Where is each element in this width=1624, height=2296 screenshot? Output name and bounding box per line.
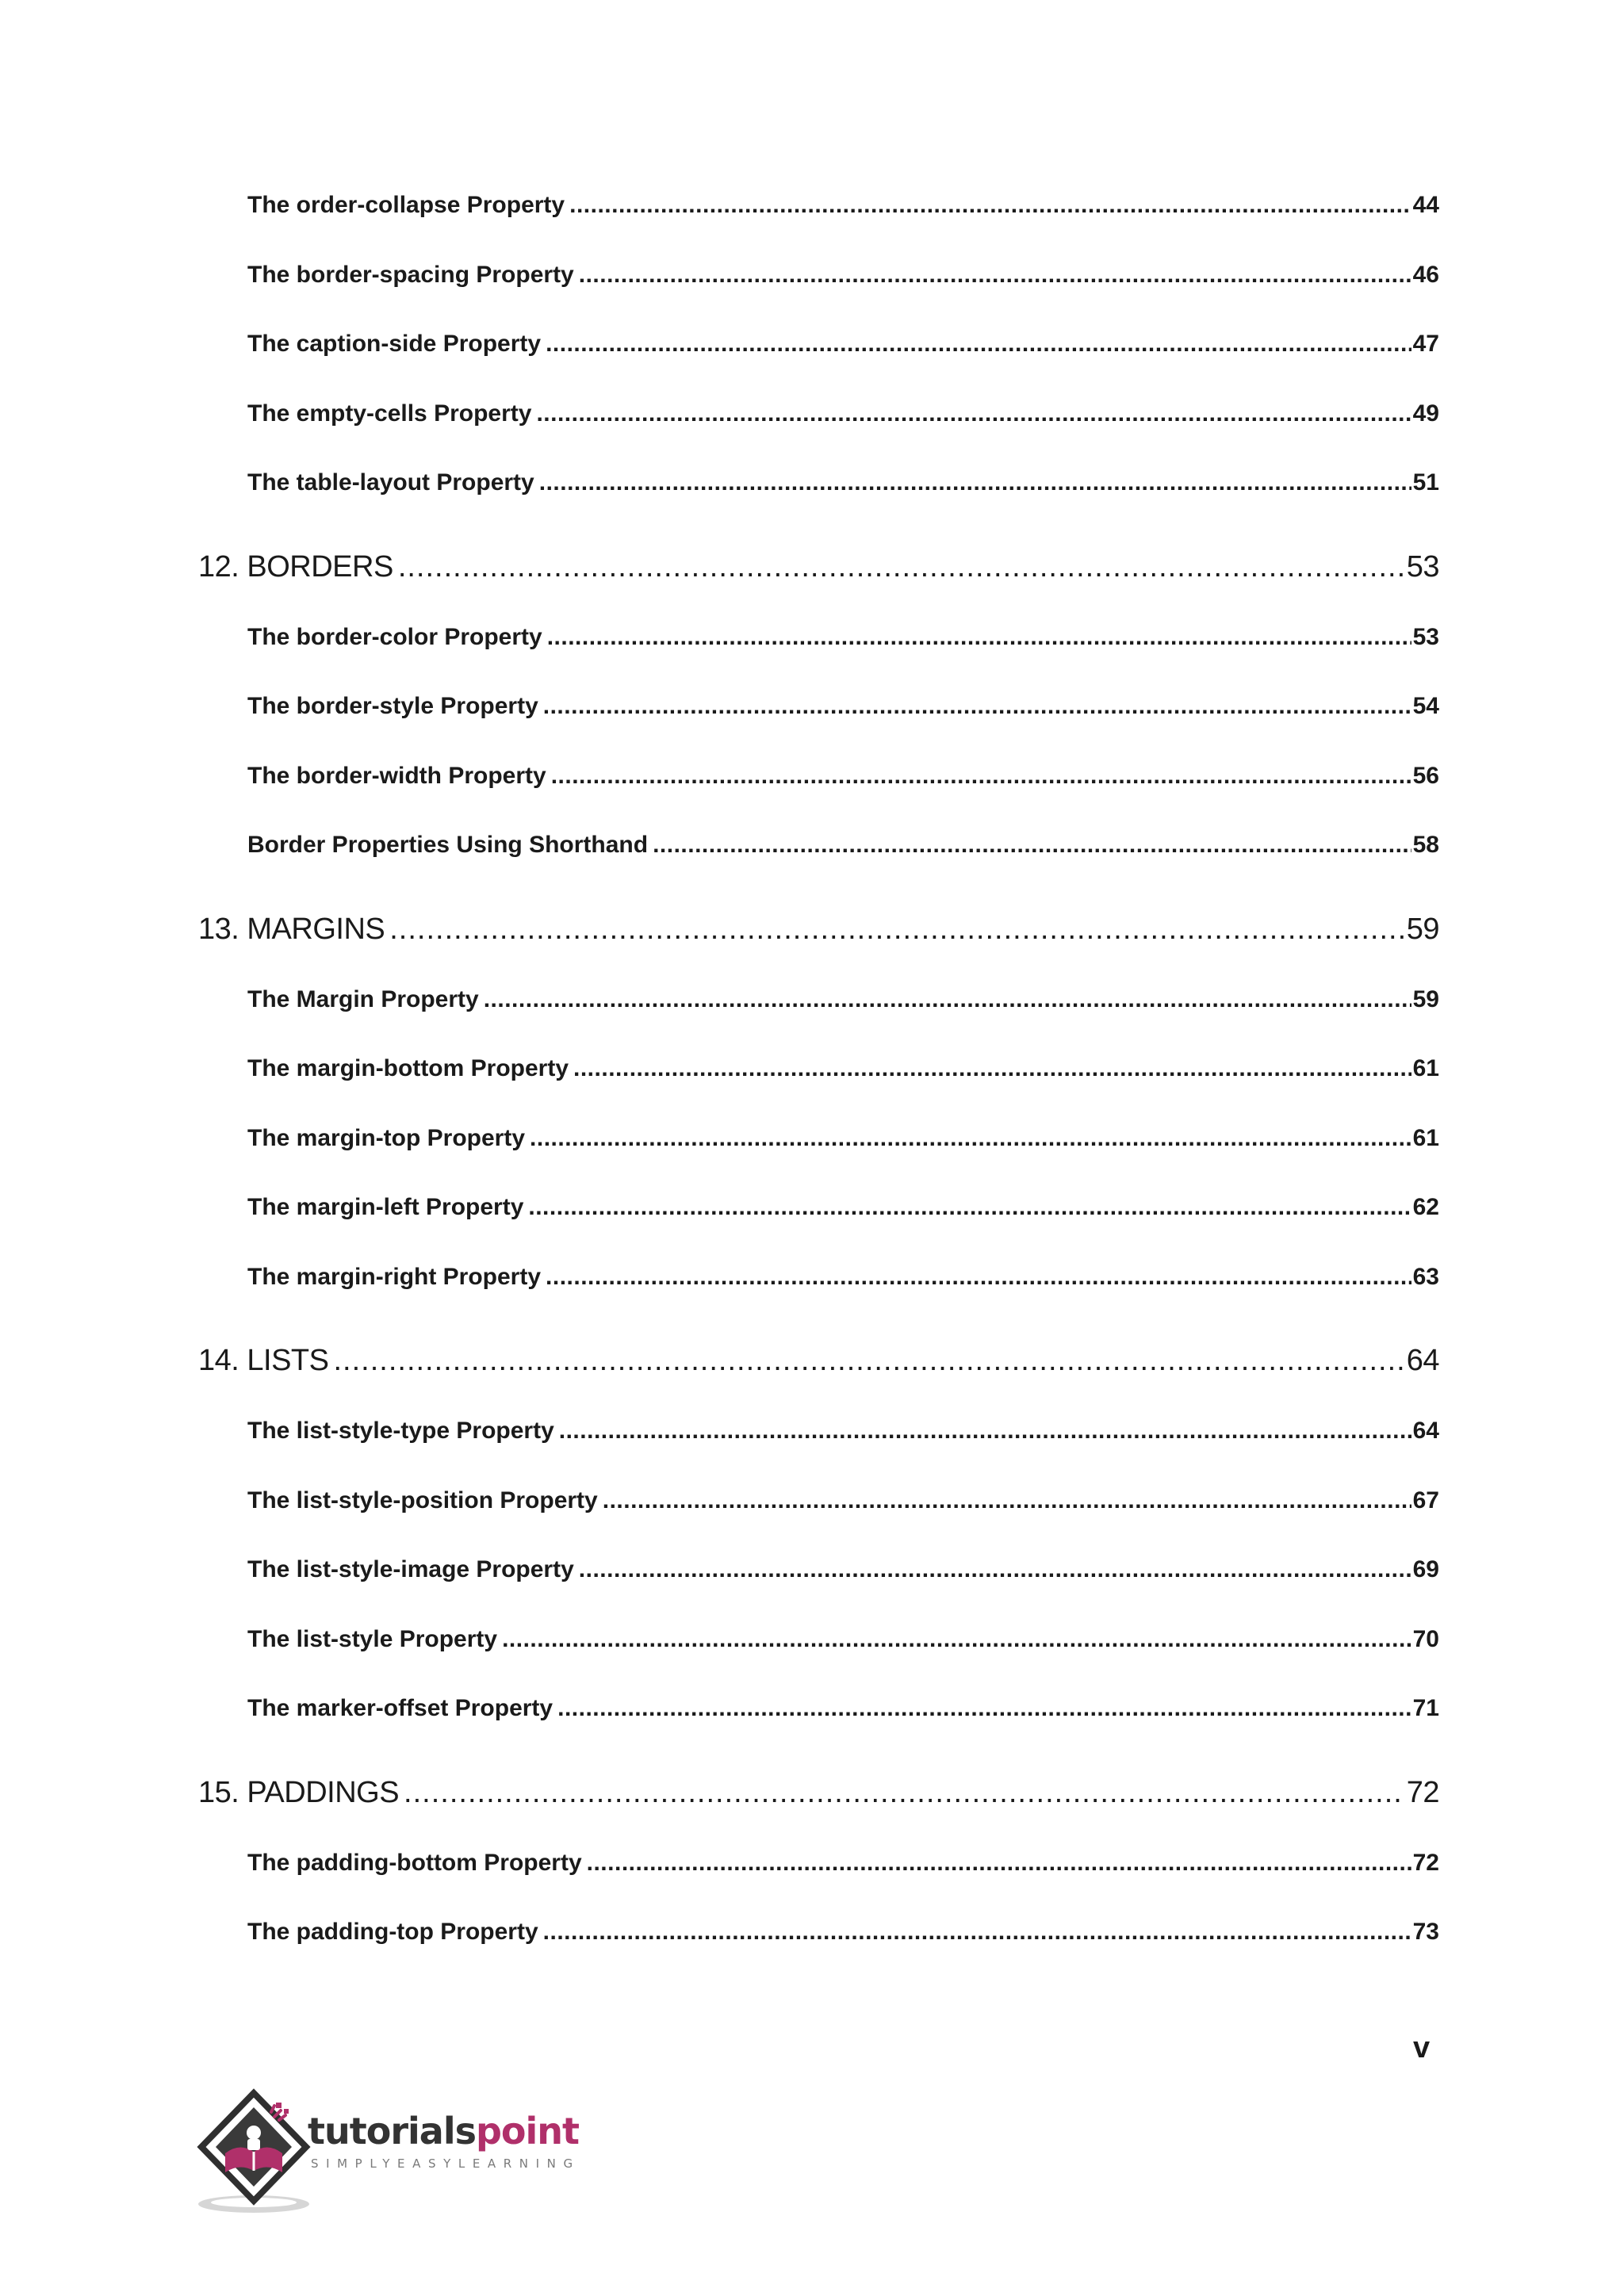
toc-page-number: 67 <box>1412 1488 1439 1513</box>
toc-dot-leader <box>543 695 1411 718</box>
toc-entry-row[interactable] <box>198 1558 1439 1628</box>
toc-entry-row[interactable] <box>198 193 1439 263</box>
toc-dot-leader <box>547 626 1411 649</box>
toc-dot-leader <box>539 471 1411 495</box>
toc-entry-title: The list-style Property <box>247 1627 498 1652</box>
toc-page-number: 71 <box>1412 1697 1439 1721</box>
toc-entry-title: Border Properties Using Shorthand <box>247 833 649 858</box>
toc-entry-row[interactable] <box>198 988 1439 1058</box>
toc-dot-leader <box>502 1628 1411 1651</box>
toc-entry-row[interactable] <box>198 332 1439 402</box>
toc-page-number: 46 <box>1412 262 1439 288</box>
toc-chapter-title: 14. LISTS <box>198 1345 329 1377</box>
toc-page-number: 69 <box>1412 1558 1439 1582</box>
toc-entry-title: The list-style-image Property <box>247 1558 574 1582</box>
toc-dot-leader <box>551 764 1411 788</box>
toc-entry-row[interactable] <box>198 695 1439 764</box>
toc-dot-leader <box>536 402 1411 426</box>
toc-entry-title: The empty-cells Property <box>247 401 532 427</box>
toc-page-number: 54 <box>1412 695 1439 719</box>
toc-page-number: 72 <box>1412 1850 1439 1876</box>
toc-dot-leader <box>569 193 1411 217</box>
toc-entry-title: The border-width Property <box>247 763 546 789</box>
toc-entry-title: The margin-right Property <box>247 1265 542 1290</box>
toc-dot-leader <box>404 1777 1405 1808</box>
toc-page-number: 64 <box>1412 1419 1439 1444</box>
toc-dot-leader <box>543 1920 1411 1944</box>
toc-dot-leader <box>587 1851 1411 1875</box>
toc-page-number: 59 <box>1412 987 1439 1012</box>
toc-entry-row[interactable] <box>198 833 1439 903</box>
toc-entry-row[interactable] <box>198 626 1439 695</box>
toc-entry-title: The margin-left Property <box>247 1196 524 1220</box>
toc-entry-row[interactable] <box>198 1920 1439 1990</box>
page-number: v <box>1413 2031 1431 2064</box>
toc-entry-row[interactable] <box>198 1196 1439 1265</box>
toc-entry-row[interactable] <box>198 764 1439 834</box>
toc-entry-title: The margin-top Property <box>247 1126 526 1151</box>
toc-dot-leader <box>603 1489 1411 1513</box>
toc-page-number: 53 <box>1406 551 1439 584</box>
toc-page-number: 47 <box>1412 332 1439 357</box>
toc-page-number: 63 <box>1412 1265 1439 1290</box>
toc-entry-title: The border-spacing Property <box>247 262 574 288</box>
toc-dot-leader <box>333 1345 1404 1376</box>
toc-entry-row[interactable] <box>198 1419 1439 1489</box>
toc-chapter-row[interactable] <box>198 1777 1439 1851</box>
toc-entry-row[interactable] <box>198 1127 1439 1196</box>
toc-entry-title: The list-style-type Property <box>247 1419 554 1444</box>
toc-entry-title: The border-style Property <box>247 695 538 719</box>
toc-dot-leader <box>557 1697 1411 1720</box>
toc-entry-title: The marker-offset Property <box>247 1697 553 1721</box>
toc-page-number: 51 <box>1412 471 1439 496</box>
toc-page-number: 64 <box>1406 1345 1439 1377</box>
toc-dot-leader <box>546 332 1411 356</box>
toc-entry-row[interactable] <box>198 402 1439 472</box>
toc-dot-leader <box>389 914 1404 944</box>
toc-page-number: 53 <box>1412 625 1439 650</box>
toc-chapter-title: 12. BORDERS <box>198 551 393 584</box>
toc-entry-row[interactable] <box>198 1057 1439 1127</box>
toc-page-number: 62 <box>1412 1196 1439 1220</box>
toc-chapter-row[interactable] <box>198 914 1439 988</box>
toc-entry-title: The padding-bottom Property <box>247 1850 582 1876</box>
toc-entry-title: The list-style-position Property <box>247 1488 598 1513</box>
toc-chapter-title: 13. MARGINS <box>198 913 385 946</box>
toc-entry-row[interactable] <box>198 263 1439 333</box>
toc-dot-leader <box>546 1265 1411 1289</box>
toc-entry-row[interactable] <box>198 1628 1439 1697</box>
table-of-contents <box>198 193 1439 1990</box>
toc-chapter-row[interactable] <box>198 552 1439 626</box>
toc-entry-title: The order-collapse Property <box>247 193 565 218</box>
toc-page-number: 61 <box>1412 1057 1439 1081</box>
toc-page-number: 58 <box>1412 833 1439 858</box>
toc-chapter-title: 15. PADDINGS <box>198 1777 400 1809</box>
toc-page-number: 56 <box>1412 763 1439 789</box>
toc-dot-leader <box>484 988 1411 1012</box>
toc-entry-row[interactable] <box>198 1489 1439 1559</box>
toc-page-number: 72 <box>1406 1777 1439 1809</box>
toc-entry-row[interactable] <box>198 471 1439 541</box>
toc-dot-leader <box>579 263 1411 287</box>
toc-dot-leader <box>573 1057 1411 1081</box>
toc-dot-leader <box>530 1127 1411 1150</box>
toc-entry-title: The caption-side Property <box>247 332 542 357</box>
toc-entry-title: The Margin Property <box>247 987 479 1012</box>
toc-chapter-row[interactable] <box>198 1345 1439 1419</box>
toc-entry-row[interactable] <box>198 1265 1439 1335</box>
toc-page-number: 70 <box>1412 1627 1439 1652</box>
toc-dot-leader <box>579 1558 1411 1582</box>
logo-tagline: SIMPLYEASYLEARNING <box>311 2156 580 2171</box>
toc-entry-title: The margin-bottom Property <box>247 1057 569 1081</box>
toc-entry-row[interactable] <box>198 1697 1439 1766</box>
toc-page-number: 61 <box>1412 1126 1439 1151</box>
toc-page-number: 49 <box>1412 401 1439 427</box>
toc-dot-leader <box>559 1419 1411 1443</box>
logo-wordmark: tutorialspoint <box>308 2110 580 2152</box>
toc-dot-leader <box>528 1196 1411 1219</box>
toc-page-number: 44 <box>1412 193 1439 218</box>
toc-page-number: 73 <box>1412 1920 1439 1945</box>
toc-entry-row[interactable] <box>198 1851 1439 1921</box>
tutorialspoint-logo <box>197 2087 609 2214</box>
toc-page-number: 59 <box>1406 913 1439 946</box>
toc-dot-leader <box>653 833 1411 857</box>
toc-dot-leader <box>398 552 1405 582</box>
toc-entry-title: The table-layout Property <box>247 471 534 496</box>
toc-entry-title: The padding-top Property <box>247 1920 538 1945</box>
toc-entry-title: The border-color Property <box>247 625 542 650</box>
tutorialspoint-logo-icon <box>197 2087 316 2214</box>
